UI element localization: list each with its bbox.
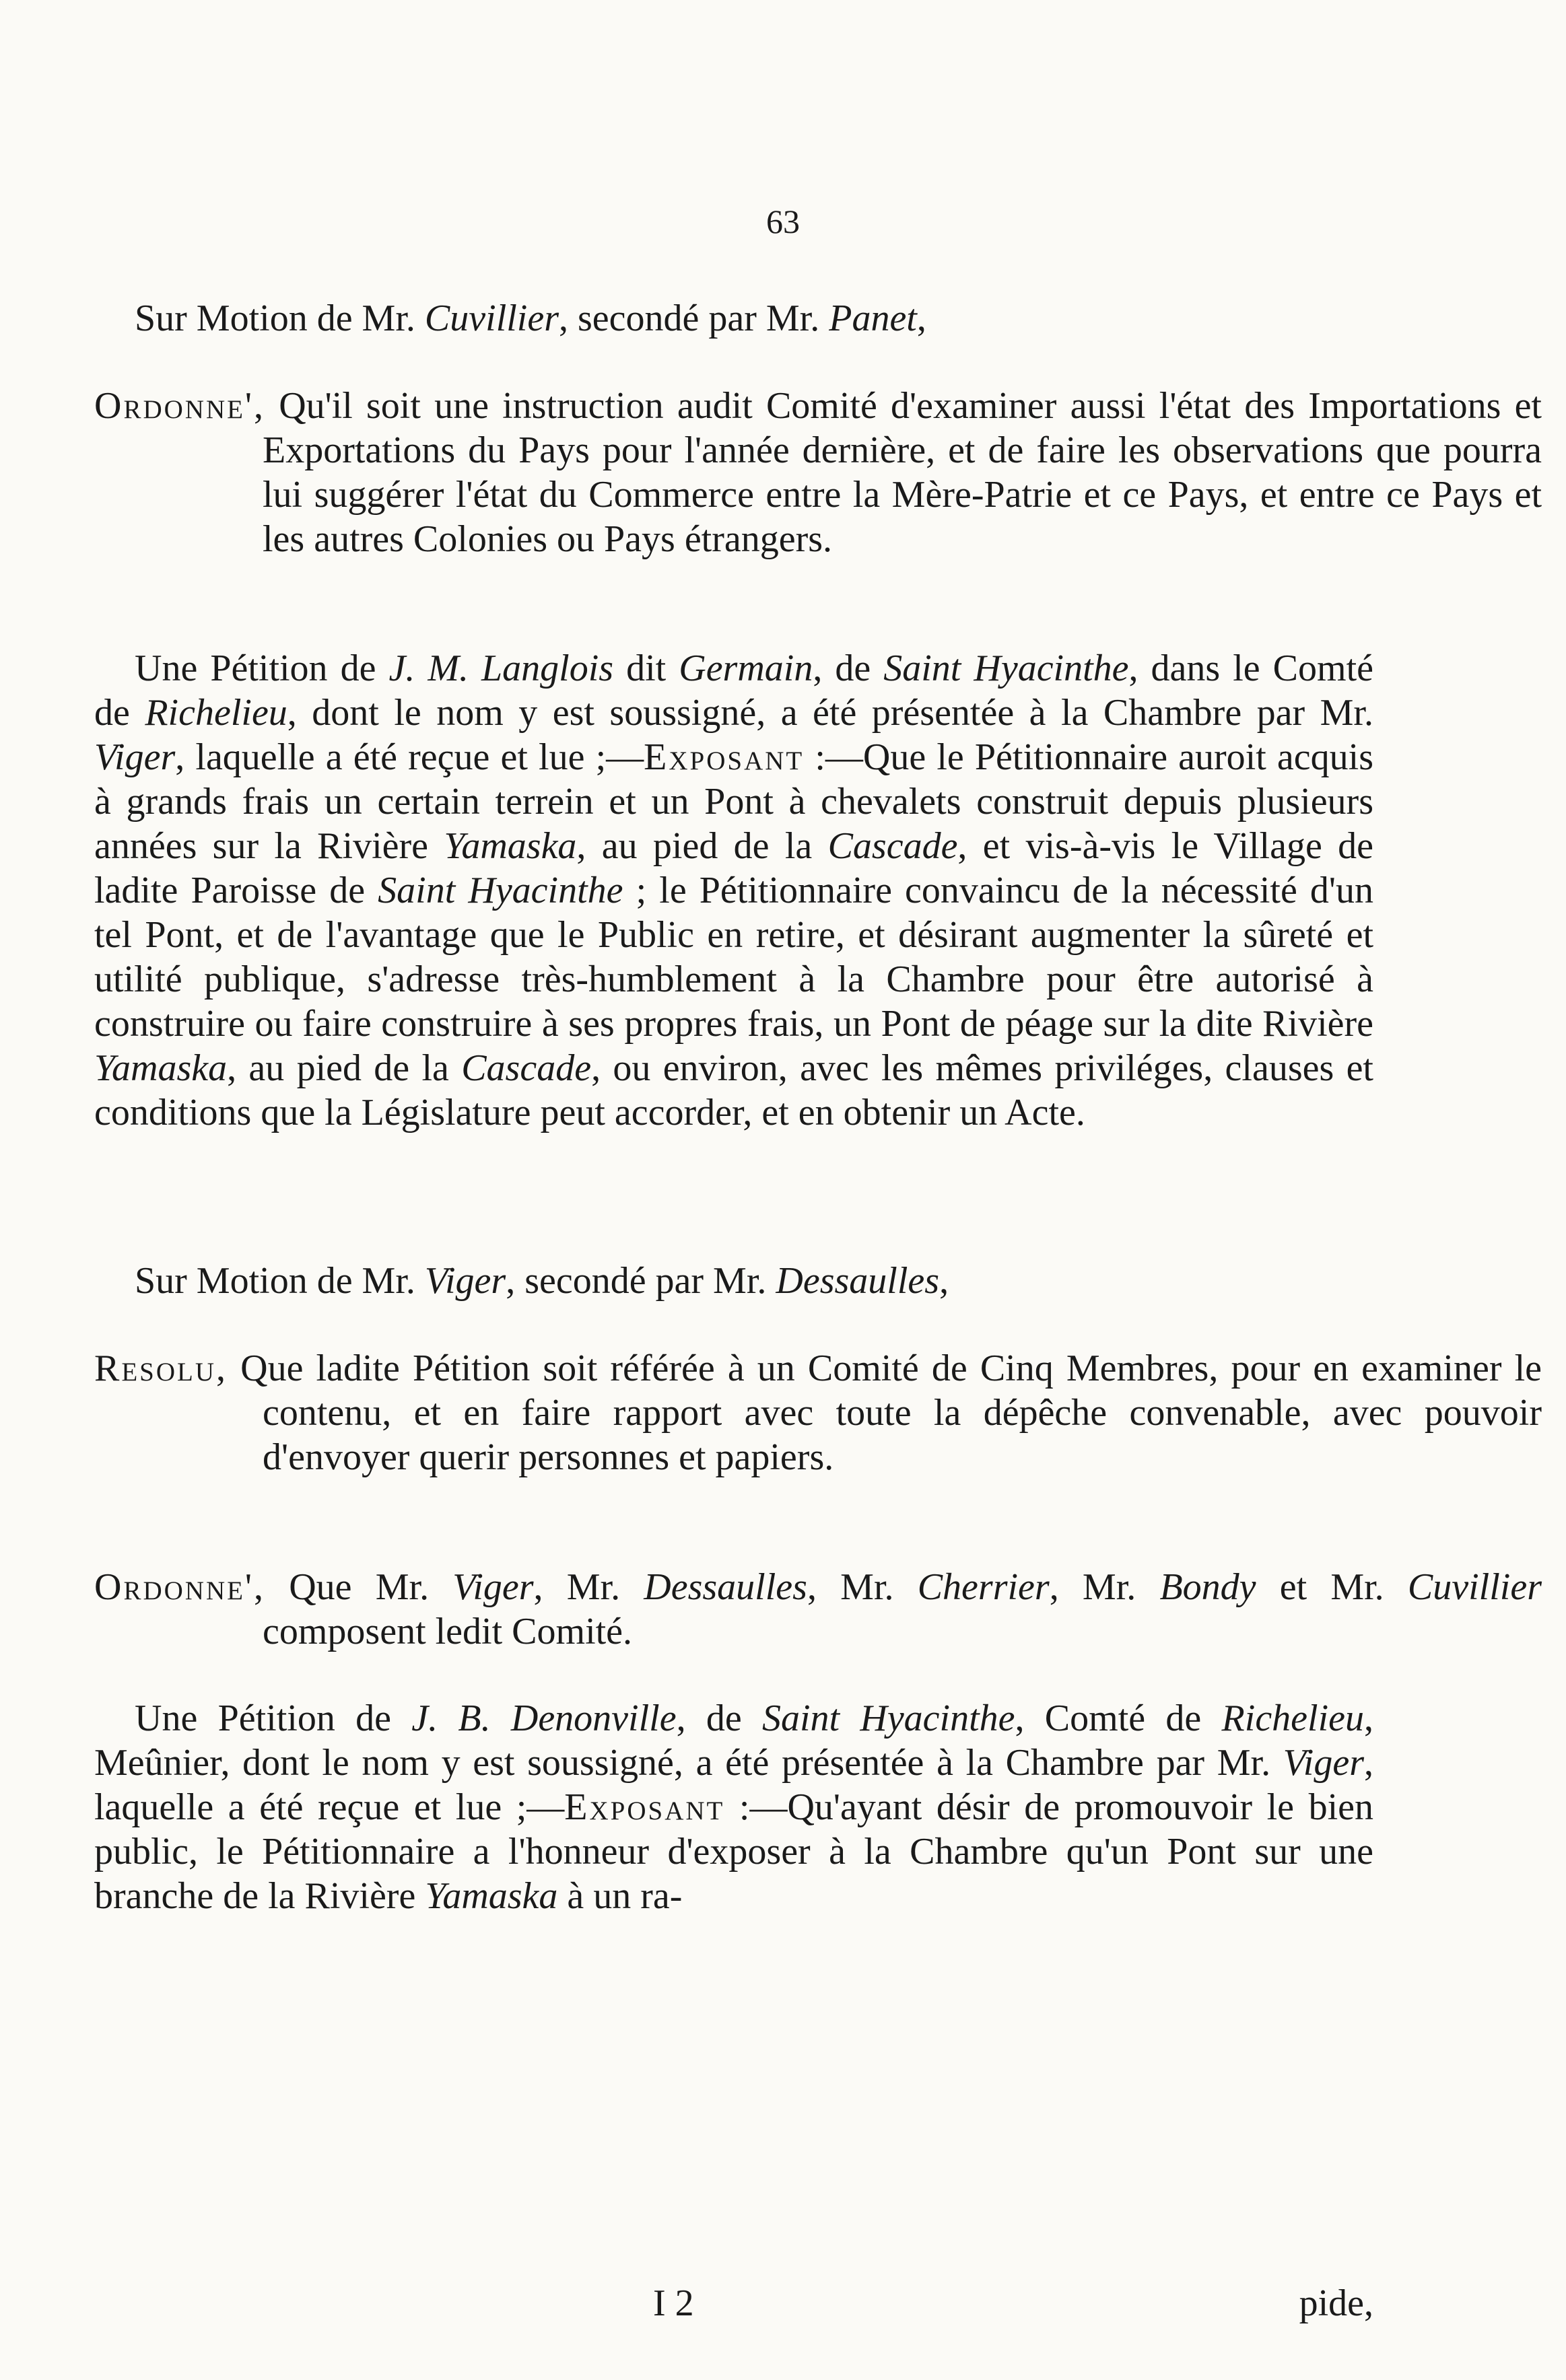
order-label: Ordonne',	[94, 1566, 266, 1608]
resolution-paragraph: Resolu, Que ladite Pétition soit référée à un Comité de Cinq Membres, pour en examiner le contenu, et en faire rapport avec toute la dépêche convenable, avec pouvoir d'envoyer querir personnes et papiers.	[94, 1348, 1542, 1478]
order-paragraph-1: Ordonne', Qu'il soit une instruction audit Comité d'examiner aussi l'état des Importations et Exportations du Pays pour l'année dernière, et de faire les observations que pourra lui suggérer l'état du Commerce entre la Mère-Patrie et ce Pays, et entre ce Pays et les autres Colonies ou Pays étrangers.	[94, 385, 1542, 560]
resolution-label: Resolu,	[94, 1348, 228, 1389]
signature-mark: I 2	[653, 2282, 694, 2324]
page-number: 63	[766, 203, 800, 240]
petition-paragraph-2: Une Pétition de J. B. Denonville, de Saint Hyacinthe, Comté de Richelieu, Meûnier, dont le nom y est soussigné, a été présentée à la Chambre par Mr. Viger, laquelle a été reçue et lue ;—Exposant :—Qu'ayant désir de promouvoir le bien public, le Pétitionnaire a l'honneur d'exposer à la Chambre qu'un Pont sur une branche de la Rivière Yamaska à un ra-	[94, 1698, 1374, 1917]
order-paragraph-2: Ordonne', Que Mr. Viger, Mr. Dessaulles, Mr. Cherrier, Mr. Bondy et Mr. Cuvillier composent ledit Comité.	[94, 1566, 1542, 1652]
motion-paragraph-1: Sur Motion de Mr. Cuvillier, secondé par Mr. Panet,	[135, 298, 926, 339]
motion-paragraph-2: Sur Motion de Mr. Viger, secondé par Mr. Dessaulles,	[135, 1260, 949, 1302]
catchword: pide,	[1299, 2282, 1373, 2324]
order-label: Ordonne',	[94, 385, 266, 427]
petition-paragraph-1: Une Pétition de J. M. Langlois dit Germain, de Saint Hyacinthe, dans le Comté de Richelieu, dont le nom y est soussigné, a été présentée à la Chambre par Mr. Viger, laquelle a été reçue et lue ;—Exposant :—Que le Pétitionnaire auroit acquis à grands frais un certain terrein et un Pont à chevalets construit depuis plusieurs années sur la Rivière Yamaska, au pied de la Cascade, et vis-à-vis le Village de ladite Paroisse de Saint Hyacinthe ; le Pétitionnaire convaincu de la nécessité d'un tel Pont, et de l'avantage que le Public en retire, et désirant augmenter la sûreté et utilité publique, s'adresse très-humblement à la Chambre pour être autorisé à construire ou faire construire à ses propres frais, un Pont de péage sur la dite Rivière Yamaska, au pied de la Cascade, ou environ, avec les mêmes priviléges, clauses et conditions que la Législature peut accorder, et en obtenir un Acte.	[94, 648, 1374, 1133]
